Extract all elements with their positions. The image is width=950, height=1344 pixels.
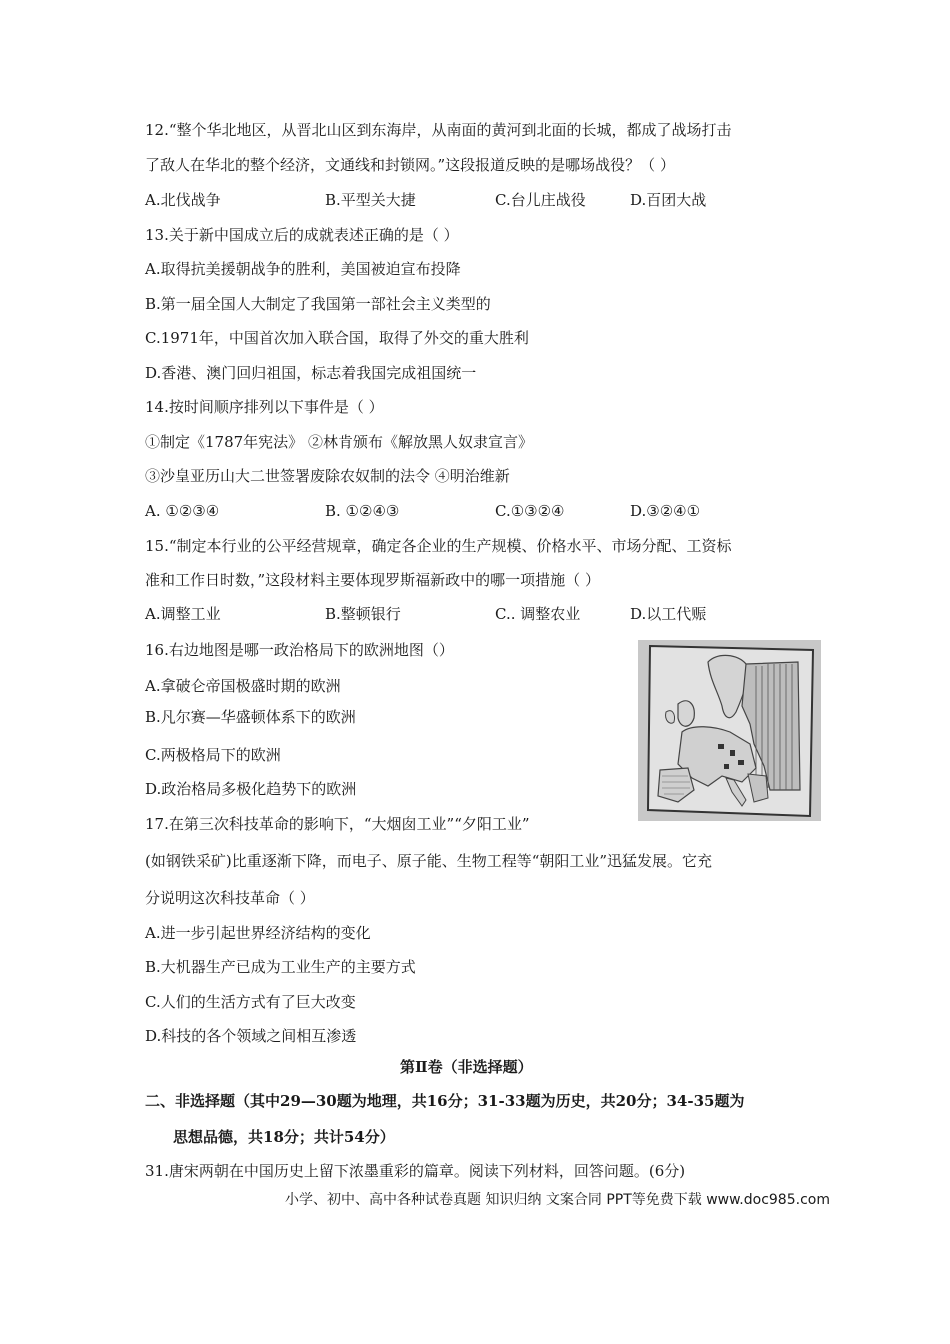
q12-line1: 12.“整个华北地区，从晋北山区到东海岸，从南面的黄河到北面的长城，都成了战场打击 bbox=[145, 121, 732, 139]
q15-line1: 15.“制定本行业的公平经营规章，确定各企业的生产规模、价格水平、市场分配、工资标 bbox=[145, 537, 732, 555]
q12-option-b: B.平型关大捷 bbox=[325, 191, 416, 209]
q14-items-line2: ③沙皇亚历山大二世签署废除农奴制的法令 ④明治维新 bbox=[145, 467, 510, 485]
q13-option-d: D.香港、澳门回归祖国，标志着我国完成祖国统一 bbox=[145, 364, 477, 382]
q14-items-line1: ①制定《1787年宪法》 ②林肯颁布《解放黑人奴隶宣言》 bbox=[145, 433, 533, 451]
q14-option-c: C.①③②④ bbox=[495, 502, 565, 520]
q14-option-b: B. ①②④③ bbox=[325, 502, 400, 520]
q16-option-a: A.拿破仑帝国极盛时期的欧洲 bbox=[145, 677, 341, 695]
q15-option-a: A.调整工业 bbox=[145, 605, 221, 623]
q17-option-c: C.人们的生活方式有了巨大改变 bbox=[145, 993, 356, 1011]
footer-ad-text: 小学、初中、高中各种试卷真题 知识归纳 文案合同 PPT等免费下载 www.doc985.com bbox=[285, 1192, 830, 1208]
europe-map-image bbox=[638, 640, 821, 821]
q12-option-a: A.北伐战争 bbox=[145, 191, 221, 209]
q16-option-b: B.凡尔赛—华盛顿体系下的欧洲 bbox=[145, 708, 356, 726]
q17-option-a: A.进一步引起世界经济结构的变化 bbox=[145, 924, 371, 942]
q13-option-a: A.取得抗美援朝战争的胜利，美国被迫宣布投降 bbox=[145, 260, 461, 278]
q16-stem: 16.右边地图是哪一政治格局下的欧洲地图（） bbox=[145, 641, 454, 659]
q13-option-b: B.第一届全国人大制定了我国第一部社会主义类型的 bbox=[145, 295, 491, 313]
q12-option-c: C.台儿庄战役 bbox=[495, 191, 586, 209]
section-instruction-line1: 二、非选择题（其中29—30题为地理，共16分；31-33题为历史，共20分；34-35题为 bbox=[145, 1092, 745, 1110]
q17-line1: 17.在第三次科技革命的影响下，“大烟囱工业”“夕阳工业” bbox=[145, 815, 530, 833]
q17-option-d: D.科技的各个领域之间相互渗透 bbox=[145, 1027, 357, 1045]
q15-option-b: B.整顿银行 bbox=[325, 605, 401, 623]
q15-option-c: C.. 调整农业 bbox=[495, 605, 581, 623]
q14-option-a: A. ①②③④ bbox=[145, 502, 220, 520]
q14-stem: 14.按时间顺序排列以下事件是（ ） bbox=[145, 398, 384, 416]
q12-line2: 了敌人在华北的整个经济，文通线和封锁网。”这段报道反映的是哪场战役？（ ） bbox=[145, 156, 675, 174]
q17-line2: (如钢铁采矿)比重逐渐下降，而电子、原子能、生物工程等“朝阳工业”迅猛发展。它充 bbox=[145, 852, 713, 870]
q31-stem: 31.唐宋两朝在中国历史上留下浓墨重彩的篇章。阅读下列材料，回答问题。(6分) bbox=[145, 1162, 686, 1180]
q14-option-d: D.③②④① bbox=[630, 502, 701, 520]
q16-option-d: D.政治格局多极化趋势下的欧洲 bbox=[145, 780, 357, 798]
section-instruction-line2: 思想品德，共18分；共计54分） bbox=[173, 1128, 395, 1146]
q17-option-b: B.大机器生产已成为工业生产的主要方式 bbox=[145, 958, 416, 976]
q13-stem: 13.关于新中国成立后的成就表述正确的是（ ） bbox=[145, 226, 459, 244]
q12-option-d: D.百团大战 bbox=[630, 191, 707, 209]
europe-map-drawing bbox=[638, 640, 821, 821]
q16-option-c: C.两极格局下的欧洲 bbox=[145, 746, 281, 764]
q17-line3: 分说明这次科技革命（ ） bbox=[145, 889, 315, 907]
section-title: 第Ⅱ卷（非选择题） bbox=[400, 1058, 533, 1076]
q13-option-c: C.1971年，中国首次加入联合国，取得了外交的重大胜利 bbox=[145, 329, 529, 347]
q15-option-d: D.以工代赈 bbox=[630, 605, 707, 623]
q15-line2: 准和工作日时数，”这段材料主要体现罗斯福新政中的哪一项措施（ ） bbox=[145, 571, 600, 589]
